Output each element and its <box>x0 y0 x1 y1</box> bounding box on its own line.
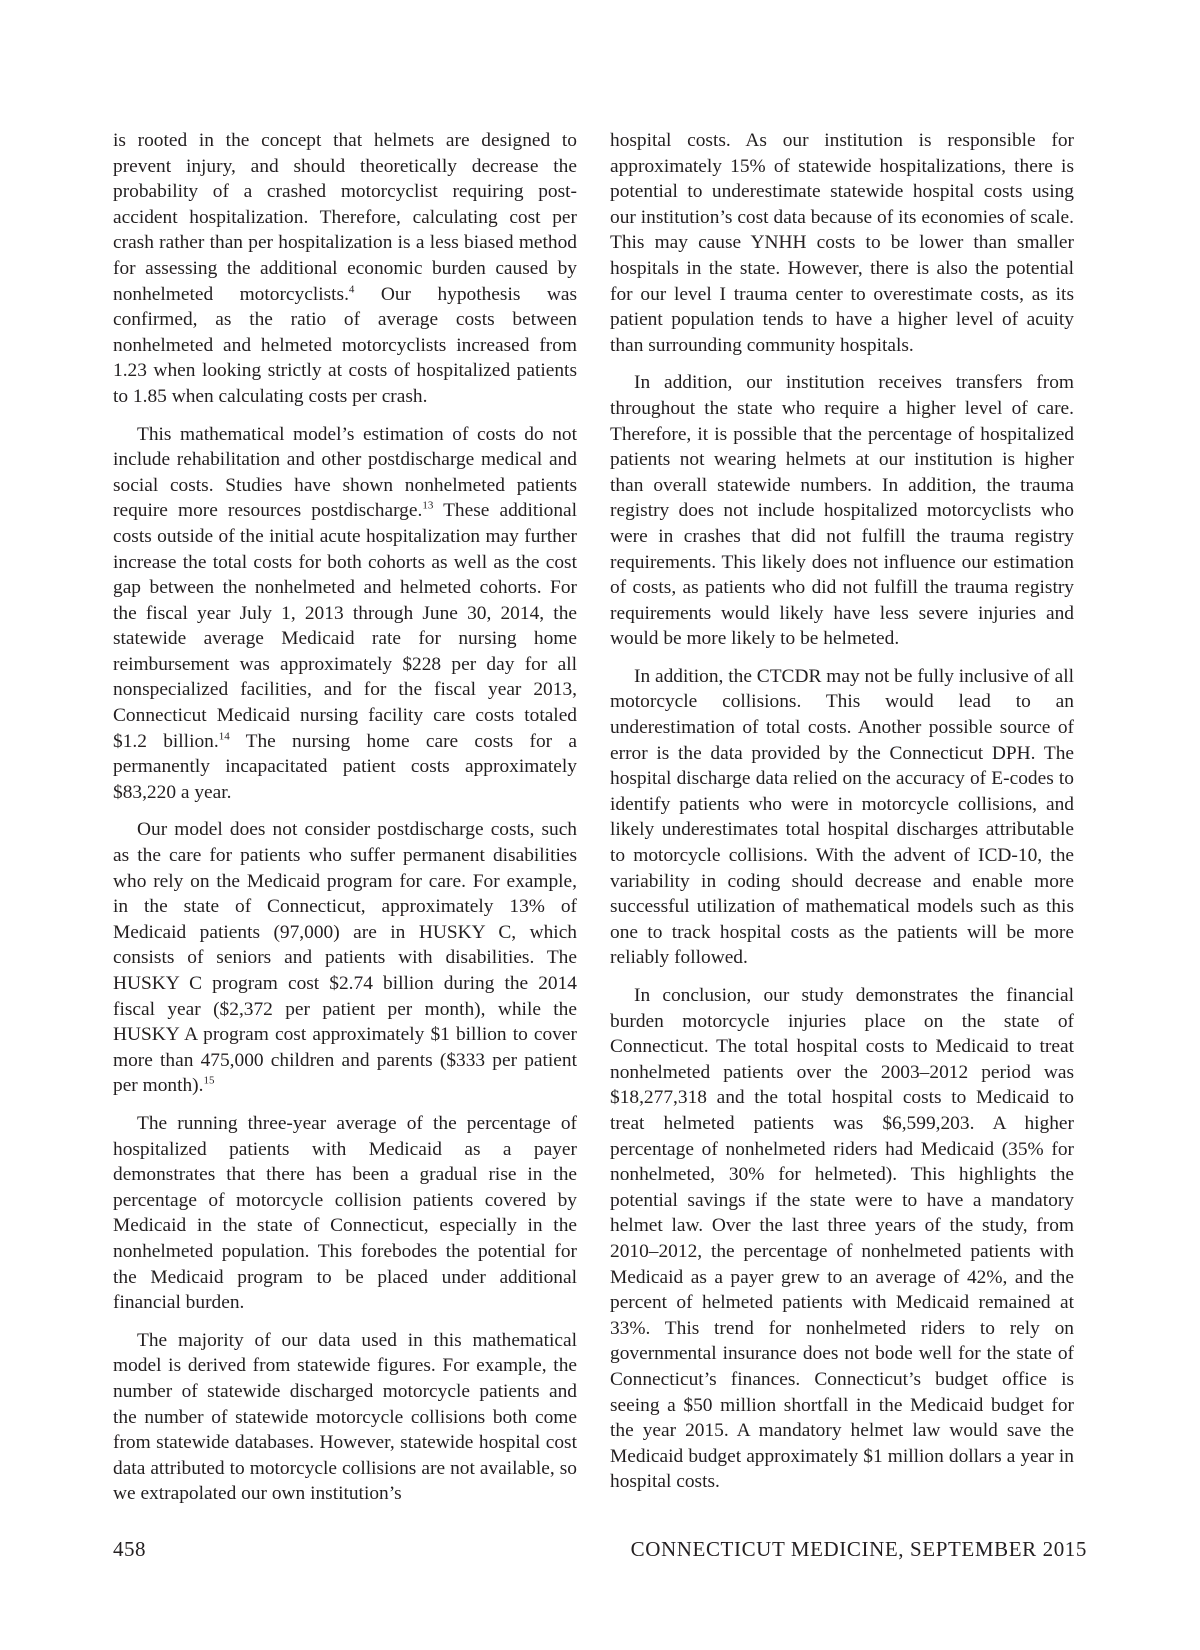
paragraph <box>610 983 1074 1495</box>
body-text: hospital costs. As our institution is responsible for approximately 15% of statewide hospitalizations, there is potential to underestimate statewide hospital costs using our institution’s cost data because of its economies of scale. This may cause YNHH costs to be lower than smaller hospitals in the state. However, there is also the potential for our level I trauma center to overestimate costs, as its patient population tends to have a higher level of acuity than surrounding community hospitals. <box>610 130 1074 356</box>
body-text: In conclusion, our study demonstrates the financial burden motorcycle injuries place on the state of Connecticut. The total hospital costs to Medicaid to treat nonhelmeted patients over the 2003–2012 period was $18,277,318 and the total hospital costs to Medicaid to treat helmeted patients was $6,599,203. A higher percentage of nonhelmeted riders had Medicaid (35% for nonhelmeted, 30% for helmeted). This highlights the potential savings if the state were to have a mandatory helmet law. Over the last three years of the study, from 2010–2012, the percentage of nonhelmeted patients with Medicaid as a payer grew to an average of 42%, and the percent of helmeted patients with Medicaid remained at 33%. This trend for nonhelmeted riders to rely on governmental insurance does not bode well for the state of Connecticut’s finances. Connecticut’s budget office is seeing a $50 million shortfall in the Medicaid budget for the year 2015. A mandatory helmet law would save the Medicaid budget approximately $1 million dollars a year in hospital costs. <box>610 985 1074 1493</box>
paragraph <box>610 370 1074 652</box>
running-footer: CONNECTICUT MEDICINE, SEPTEMBER 2015 <box>630 1537 1087 1561</box>
left-column <box>113 128 577 1519</box>
right-column <box>610 128 1074 1507</box>
body-text: These additional costs outside of the initial acute hospitalization may further increase the total costs for both cohorts as well as the cost gap between the nonhelmeted and helmeted cohorts. For the fiscal year July 1, 2013 through June 30, 2014, the statewide average Medicaid rate for nursing home reimbursement was approximately $228 per day for all nonspecialized facilities, and for the fiscal year 2013, Connecticut Medicaid nursing facility care costs totaled $1.2 billion. <box>113 500 578 752</box>
paragraph <box>113 422 577 806</box>
citation-ref: 13 <box>422 499 434 512</box>
paragraph <box>113 817 577 1099</box>
paragraph <box>113 1328 577 1507</box>
paragraph <box>113 1111 577 1316</box>
body-text: Our model does not consider postdischarge costs, such as the care for patients who suffer permanent disabilities who rely on the Medicaid program for care. For example, in the state of Connecticut, approximately 13% of Medicaid patients (97,000) are in HUSKY C, which consists of seniors and patients with disabilities. The HUSKY C program cost $2.74 billion during the 2014 fiscal year ($2,372 per patient per month), while the HUSKY A program cost approximately $1 billion to cover more than 475,000 children and parents ($333 per patient per month). <box>113 819 577 1097</box>
body-text: In addition, our institution receives transfers from throughout the state who require a higher level of care. Therefore, it is possible that the percentage of hospitalized patients not wearing helmets at our institution is higher than overall statewide numbers. In addition, the trauma registry does not include hospitalized motorcyclists who were in crashes that did not fulfill the trauma registry requirements. This likely does not influence our estimation of costs, as patients who did not fulfill the trauma registry requirements would likely have less severe injuries and would be more likely to be helmeted. <box>610 372 1074 650</box>
body-text: The running three-year average of the percentage of hospitalized patients with Medicaid as a payer demonstrates that there has been a gradual rise in the percentage of motorcycle collision patients covered by Medicaid in the state of Connecticut, especially in the nonhelmeted population. This forebodes the potential for the Medicaid program to be placed under additional financial burden. <box>113 1112 577 1314</box>
body-text: The nursing home care costs for a permanently incapacitated patient costs approximately $83,220 a year. <box>113 730 577 803</box>
citation-ref: 4 <box>348 283 355 296</box>
paragraph <box>610 128 1074 358</box>
paragraph <box>610 664 1074 971</box>
citation-ref: 14 <box>218 730 230 743</box>
citation-ref: 15 <box>203 1074 215 1087</box>
body-text: Our hypothesis was confirmed, as the ratio of average costs between nonhelmeted and helmeted motorcyclists increased from 1.23 when looking strictly at costs of hospitalized patients to 1.85 when calculating costs per crash. <box>113 283 577 407</box>
paragraph <box>113 128 577 410</box>
body-text: In addition, the CTCDR may not be fully inclusive of all motorcycle collisions. This would lead to an underestimation of total costs. Another possible source of error is the data provided by the Connecticut DPH. The hospital discharge data relied on the accuracy of E-codes to identify patients who were in motorcycle collisions, and likely underestimates total hospital discharges attributable to motorcycle collisions. With the advent of ICD-10, the variability in coding should decrease and enable more successful utilization of mathematical models such as this one to track hospital costs as the patients will be more reliably followed. <box>610 665 1074 969</box>
body-text: The majority of our data used in this mathematical model is derived from statewide figures. For example, the number of statewide discharged motorcycle patients and the number of statewide motorcycle collisions both come from statewide databases. However, statewide hospital cost data attributed to motorcycle collisions are not available, so we extrapolated our own institution’s <box>113 1329 577 1505</box>
body-text: is rooted in the concept that helmets are designed to prevent injury, and should theoretically decrease the probability of a crashed motorcyclist requiring post-accident hospitalization. Therefore, calculating cost per crash rather than per hospitalization is a less biased method for assessing the additional economic burden caused by nonhelmeted motorcyclists. <box>113 130 577 305</box>
page-number: 458 <box>113 1537 146 1561</box>
body-text: This mathematical model’s estimation of costs do not include rehabilitation and other postdischarge medical and social costs. Studies have shown nonhelmeted patients require more resources postdischarge. <box>113 423 577 522</box>
